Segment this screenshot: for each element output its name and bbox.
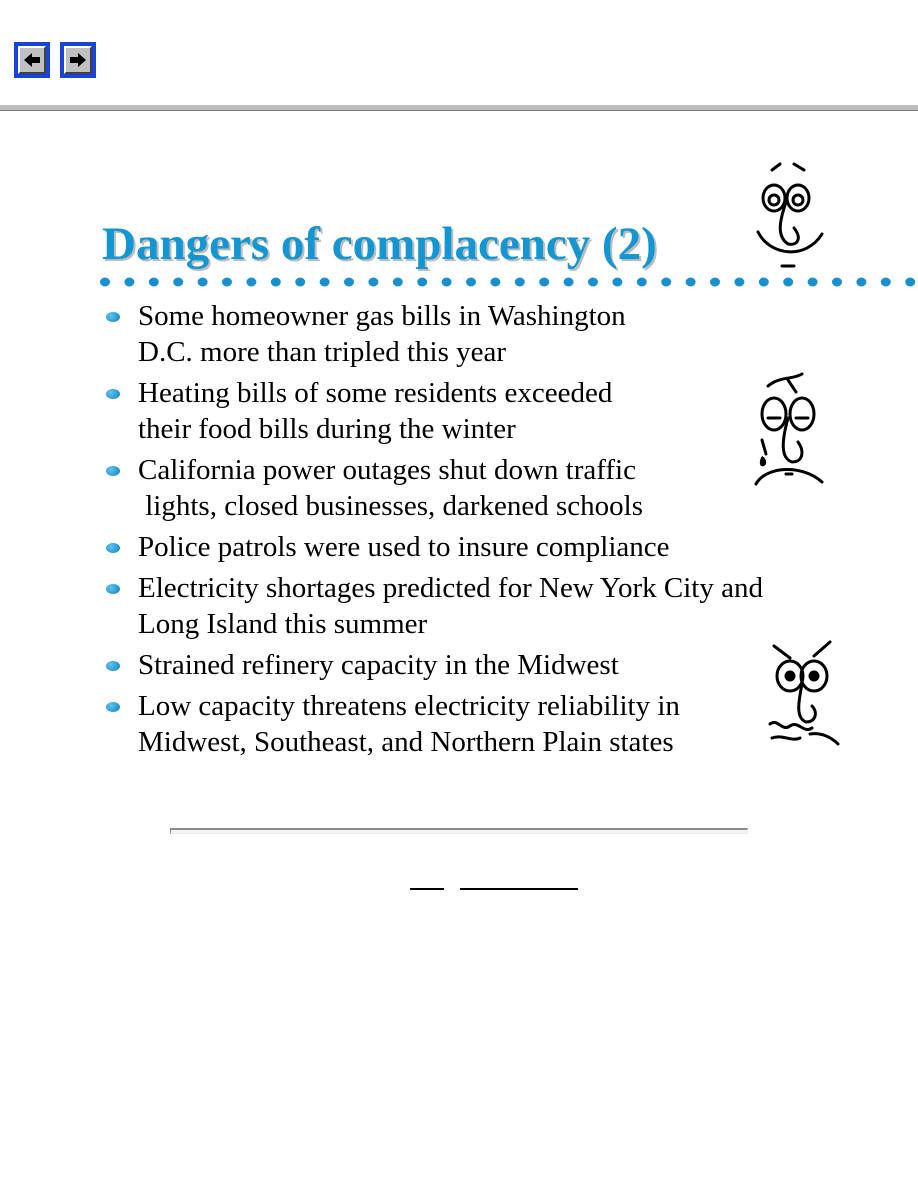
divider-dot — [442, 278, 452, 287]
divider-dot — [539, 278, 549, 287]
divider-dot — [759, 278, 769, 287]
footer-link[interactable] — [410, 868, 444, 890]
divider-dot — [149, 278, 159, 287]
bullet-item — [102, 529, 763, 565]
bullet-text: Strained refinery capacity in the Midwest — [138, 649, 619, 681]
divider-dot — [320, 278, 330, 287]
divider-dot — [295, 278, 305, 287]
bullet-dot-icon — [106, 584, 120, 594]
bullet-text: Police patrols were used to insure compliance — [138, 531, 670, 563]
bottom-divider — [170, 828, 748, 834]
previous-slide-button[interactable] — [14, 42, 50, 78]
navigation-bar — [0, 0, 918, 112]
divider-dot — [466, 278, 476, 287]
bullet-list — [102, 298, 763, 765]
divider-dot — [368, 278, 378, 287]
bullet-dot-icon — [106, 466, 120, 476]
arrow-left-icon — [23, 52, 41, 68]
bullet-dot-icon — [106, 312, 120, 322]
next-slide-button[interactable] — [60, 42, 96, 78]
divider-dot — [100, 278, 110, 287]
bullet-text: California power outages shut down traffic lights, closed businesses, darkened schools — [138, 454, 644, 522]
divider-dot — [588, 278, 598, 287]
bullet-item — [102, 647, 763, 683]
footer-link[interactable] — [460, 868, 578, 890]
divider-dot — [246, 278, 256, 287]
divider-dot — [783, 278, 793, 287]
divider-dot — [637, 278, 647, 287]
divider-dot — [661, 278, 671, 287]
top-divider — [0, 105, 918, 111]
bullet-dot-icon — [106, 661, 120, 671]
divider-dot — [686, 278, 696, 287]
divider-dot — [856, 278, 866, 287]
divider-dot — [612, 278, 622, 287]
bullet-text: Electricity shortages predicted for New York City and Long Island this summer — [138, 572, 763, 640]
divider-dot — [564, 278, 574, 287]
arrow-right-icon — [69, 52, 87, 68]
divider-dot — [905, 278, 915, 287]
bullet-text: Some homeowner gas bills in Washington D.C. more than tripled this year — [138, 300, 626, 368]
happy-face-icon — [752, 160, 832, 272]
bullet-item — [102, 570, 763, 642]
divider-dot — [271, 278, 281, 287]
divider-dot — [515, 278, 525, 287]
bullet-item — [102, 688, 763, 760]
bullet-text: Low capacity threatens electricity reliability in Midwest, Southeast, and Northern Plain states — [138, 690, 680, 758]
divider-dot — [808, 278, 818, 287]
bullet-dot-icon — [106, 543, 120, 553]
divider-dot — [344, 278, 354, 287]
divider-dot — [417, 278, 427, 287]
worried-face-icon — [764, 634, 844, 750]
divider-dot — [173, 278, 183, 287]
divider-dot — [490, 278, 500, 287]
bullet-dot-icon — [106, 702, 120, 712]
divider-dot — [881, 278, 891, 287]
slide-image — [0, 112, 918, 812]
divider-dot — [832, 278, 842, 287]
slide-title: Dangers of complacency (2) — [102, 218, 657, 270]
bullet-text: Heating bills of some residents exceeded their food bills during the winter — [138, 377, 613, 445]
bullet-dot-icon — [106, 389, 120, 399]
divider-dot — [393, 278, 403, 287]
bullet-item — [102, 298, 763, 370]
divider-dot — [222, 278, 232, 287]
divider-dot — [734, 278, 744, 287]
dotted-divider — [96, 274, 918, 290]
footer-links — [0, 868, 918, 898]
sad-face-icon — [752, 370, 828, 488]
divider-dot — [710, 278, 720, 287]
bullet-item — [102, 452, 763, 524]
bullet-item — [102, 375, 763, 447]
divider-dot — [198, 278, 208, 287]
divider-dot — [124, 278, 134, 287]
